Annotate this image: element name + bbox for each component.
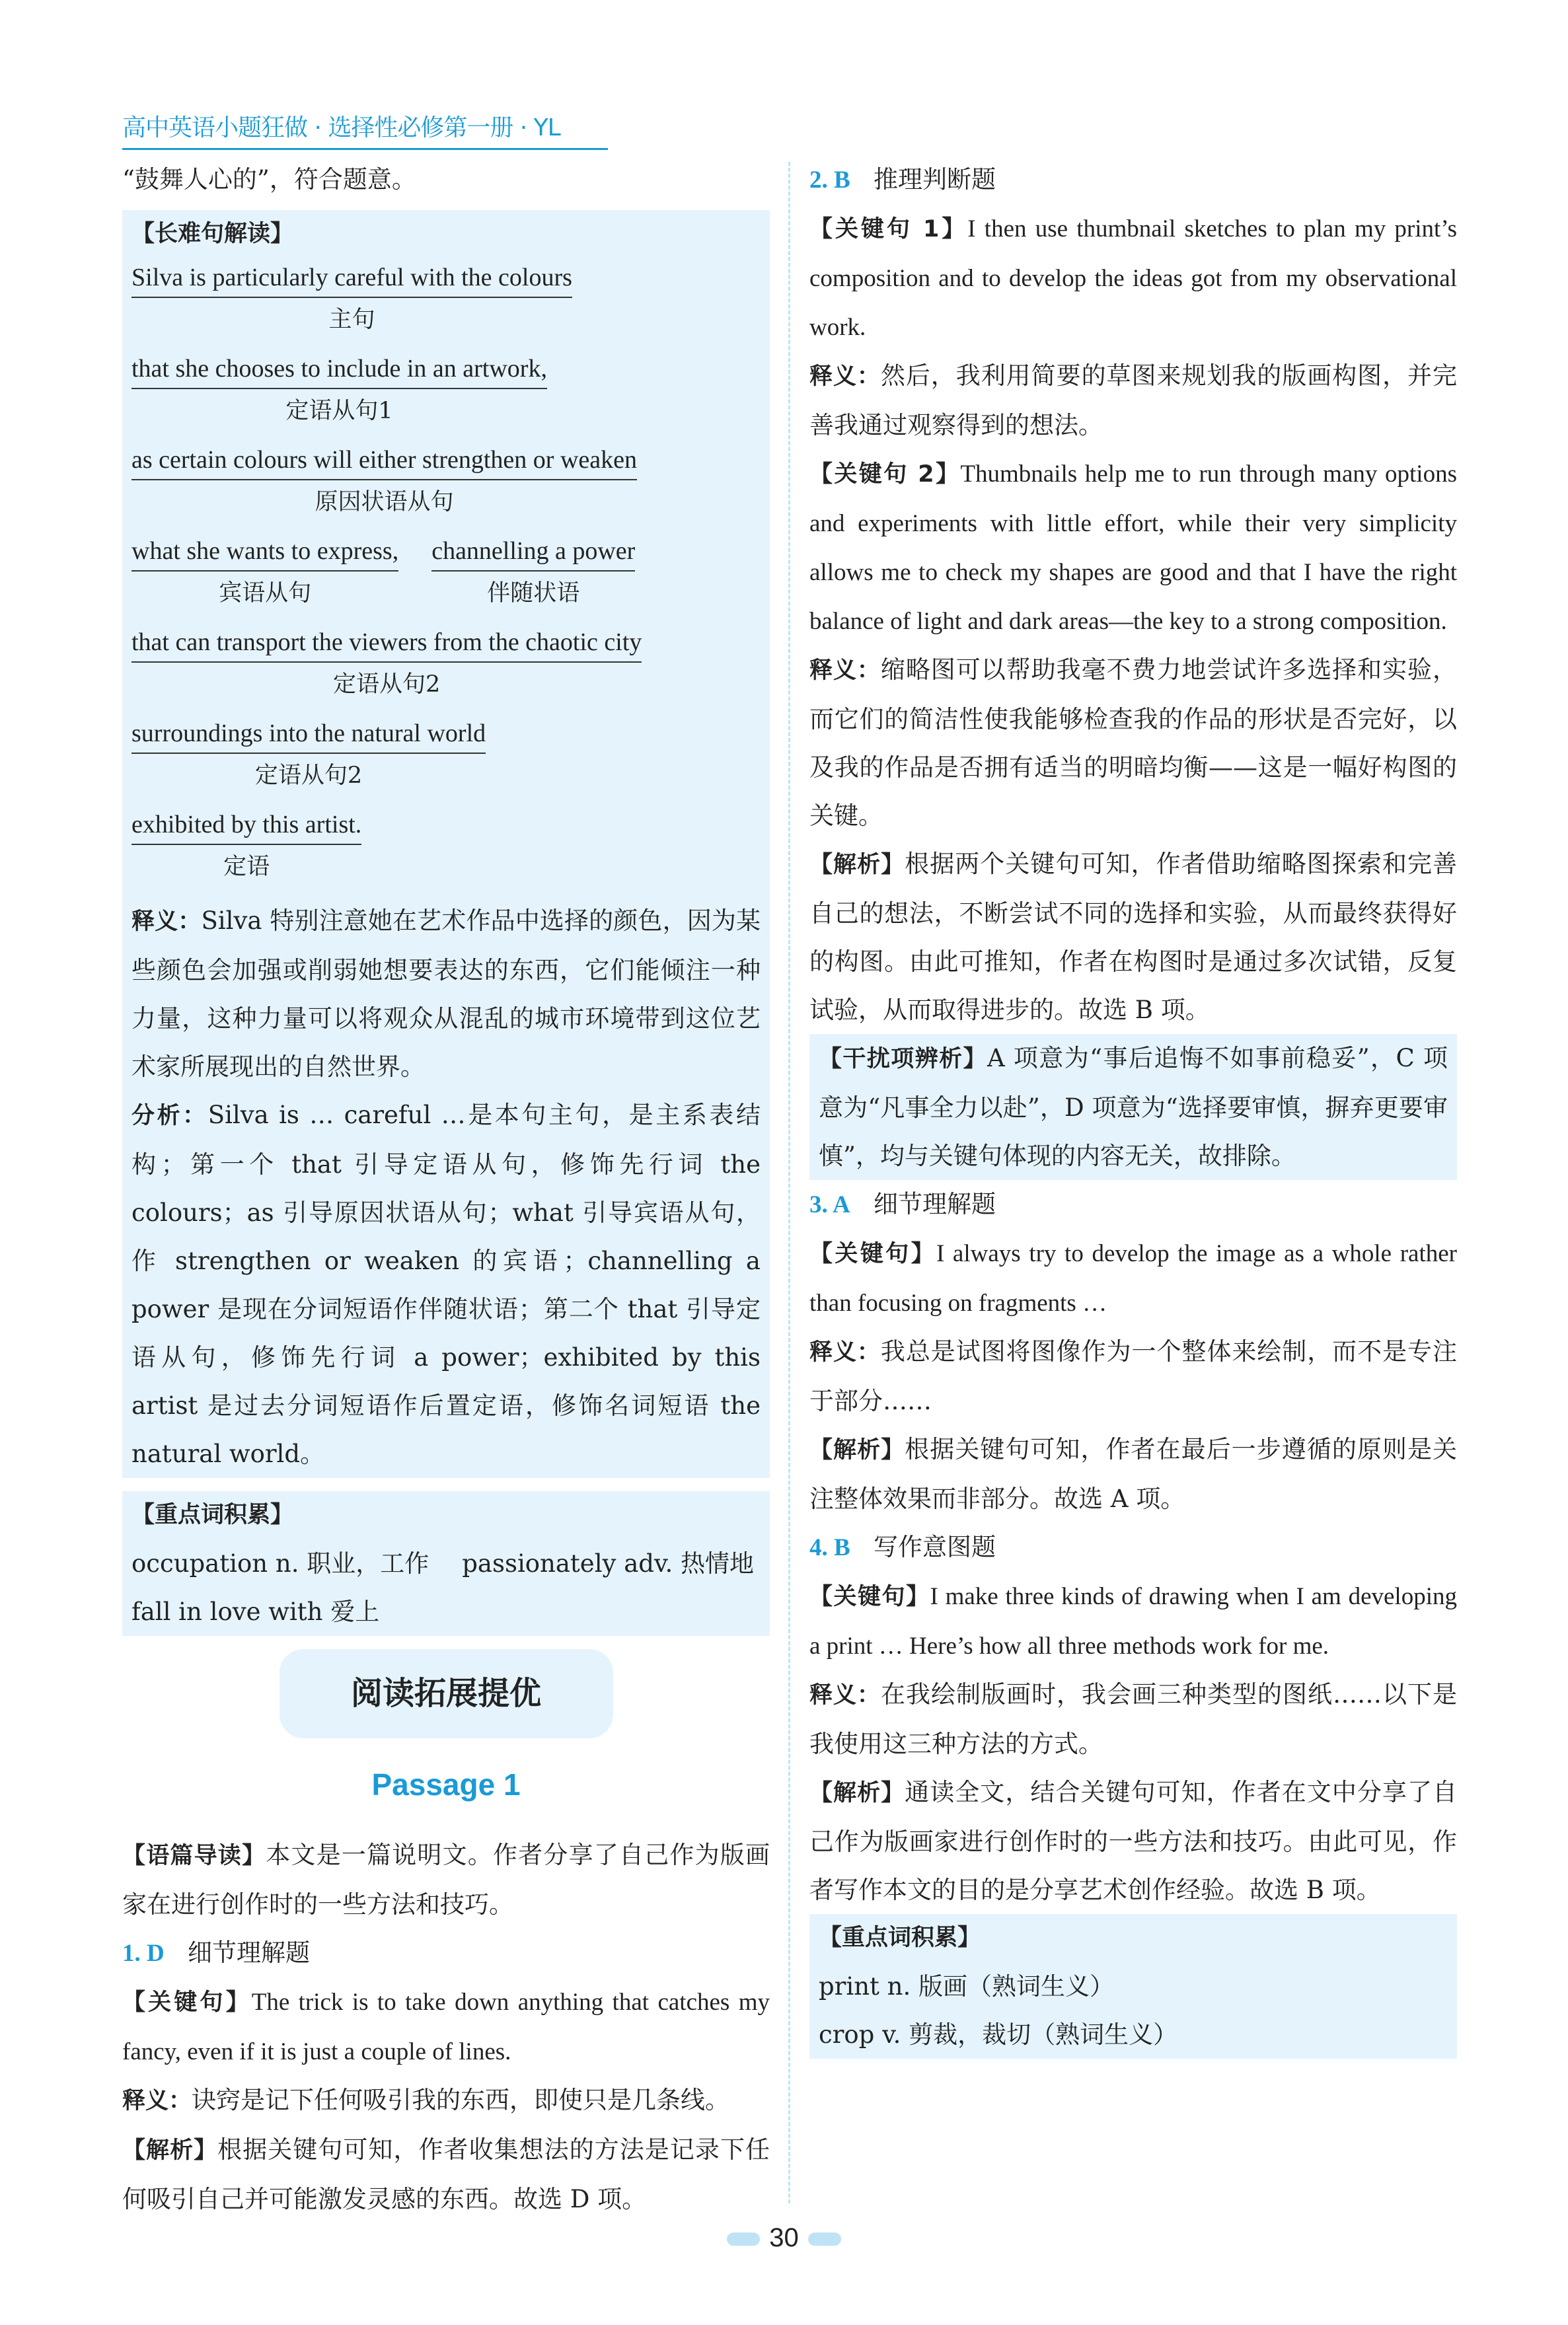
q2-distractor: 【干扰项辨析】A 项意为“事后追悔不如事前稳妥”，C 项意为“凡事全力以赴”，D 项意为“选择要审慎，摒弃更要审慎”，均与关键句体现的内容无关，故排除。 [809, 1034, 1457, 1180]
vocab-box [122, 1491, 770, 1636]
segment-text: that can transport the viewers from the chaotic city [131, 623, 642, 663]
segment-label: 定语从句2 [254, 762, 363, 789]
translation: 释义：Silva 特别注意她在艺术作品中选择的颜色，因为某些颜色会加强或削弱她想要表达的东西，它们能倾注一种力量，这种力量可以将观众从混乱的城市环境带到这位艺术家所展现出的自然世界。 [131, 906, 761, 1081]
column-divider [788, 162, 790, 2203]
left-column [122, 155, 770, 2223]
q1-analysis: 【解析】根据关键句可知，作者收集想法的方法是记录下任何吸引自己并可能激发灵感的东西。故选 D 项。 [122, 2135, 770, 2213]
long-sentence-title: 【长难句解读】 [131, 221, 294, 247]
segment-label: 定语 [223, 854, 270, 880]
guide: 【语篇导读】本文是一篇说明文。作者分享了自己作为版画家在进行创作时的一些方法和技巧。 [122, 1841, 770, 1919]
page-footer [0, 2223, 1568, 2253]
segment-label: 原因状语从句 [315, 489, 454, 515]
q2-trans1: 释义：然后，我利用简要的草图来规划我的版画构图，并完善我通过观察得到的想法。 [809, 361, 1457, 439]
segment-label: 定语从句2 [333, 671, 441, 698]
right-column [809, 155, 1457, 2059]
long-sentence-box [122, 210, 770, 1478]
vocab-item: fall in love with 爱上 [131, 1598, 380, 1626]
segment-text: as certain colours will either strengthen or weaken [131, 441, 637, 480]
segment-text: channelling a power [431, 532, 635, 572]
vocab-item: passionately adv. 热情地 [462, 1549, 754, 1578]
analysis: 分析：Silva is … careful …是本句主句，是主系表结构；第一个 that 引导定语从句，修饰先行词 the colours；as 引导原因状语从句；what 引导宾语从句，作 strengthen or weaken 的宾语；channelling a power 是现在分词短语作伴随状语；第二个 that 引导定语从句，修饰先行词 a power；exhibited by this artist 是过去分词短语作后置定语，修饰名词短语 the natural world。 [131, 1101, 761, 1468]
q2-key1: 【关键句 1】I then use thumbnail sketches to plan my print’s composition and to develop the ideas got from my observational work. [809, 215, 1457, 341]
segment-label: 伴随状语 [487, 580, 580, 607]
question-3-header: 3. A 细节理解题 [809, 1190, 996, 1218]
q1-key: 【关键句】The trick is to take down anything that catches my fancy, even if it is just a couple of lines. [122, 1989, 770, 2065]
segment-text: surroundings into the natural world [131, 714, 486, 754]
segment-text: Silva is particularly careful with the colours [131, 258, 572, 298]
segment-label: 宾语从句 [219, 580, 312, 607]
question-2-header: 2. B 推理判断题 [809, 165, 996, 194]
vocab-item: print n. 版画（熟词生义） [819, 1972, 1115, 2001]
q2-key2: 【关键句 2】Thumbnails help me to run through many options and experiments with little effort, while their very simplicity allows me to check my shapes are good and that I have the right balance of light and dark areas—the key to a strong composition. [809, 461, 1457, 635]
segment-label: 主句 [328, 307, 375, 333]
vocab-item: occupation n. 职业，工作 [131, 1549, 429, 1578]
q4-translation: 释义：在我绘制版画时，我会画三种类型的图纸……以下是我使用这三种方法的方式。 [809, 1680, 1457, 1758]
segment-label: 定语从句1 [285, 398, 393, 424]
segment-text: what she wants to express, [131, 532, 398, 572]
q2-analysis: 【解析】根据两个关键句可知，作者借助缩略图探索和完善自己的想法，不断尝试不同的选择和实验，从而最终获得好的构图。由此可推知，作者在构图时是通过多次试错，反复试验，从而取得进步的。故选 B 项。 [809, 850, 1457, 1024]
q3-key: 【关键句】I always try to develop the image as a whole rather than focusing on fragments … [809, 1240, 1457, 1317]
q4-analysis: 【解析】通读全文，结合关键句可知，作者在文中分享了自己作为版画家进行创作时的一些方法和技巧。由此可见，作者写作本文的目的是分享艺术创作经验。故选 B 项。 [809, 1778, 1457, 1904]
right-vocab-box [809, 1914, 1457, 2059]
passage-title: Passage 1 [371, 1767, 521, 1802]
vocab-title: 【重点词积累】 [819, 1925, 981, 1951]
section-title: 阅读拓展提优 [280, 1649, 613, 1738]
q3-translation: 释义：我总是试图将图像作为一个整体来绘制，而不是专注于部分…… [809, 1337, 1457, 1415]
question-1-header: 1. D 细节理解题 [122, 1938, 311, 1967]
q4-key: 【关键句】I make three kinds of drawing when I am developing a print … Here’s how all three methods work for me. [809, 1583, 1457, 1660]
q1-translation: 释义：诀窍是记下任何吸引我的东西，即使只是几条线。 [122, 2086, 730, 2114]
q3-analysis: 【解析】根据关键句可知，作者在最后一步遵循的原则是关注整体效果而非部分。故选 A 项。 [809, 1435, 1457, 1513]
vocab-item: crop v. 剪裁，裁切（熟词生义） [819, 2020, 1178, 2049]
segment-text: that she chooses to include in an artwork, [131, 350, 547, 389]
vocab-title: 【重点词积累】 [131, 1502, 294, 1528]
page-number: 30 [769, 2223, 799, 2252]
segment-text: exhibited by this artist. [131, 805, 361, 845]
question-4-header: 4. B 写作意图题 [809, 1533, 996, 1561]
q2-trans2: 释义：缩略图可以帮助我毫不费力地尝试许多选择和实验，而它们的简洁性使我能够检查我的作品的形状是否完好，以及我的作品是否拥有适当的明暗均衡——这是一幅好构图的关键。 [809, 655, 1457, 830]
intro-text: “鼓舞人心的”，符合题意。 [122, 165, 416, 194]
running-header: 高中英语小题狂做 · 选择性必修第一册 · YL [122, 109, 608, 150]
